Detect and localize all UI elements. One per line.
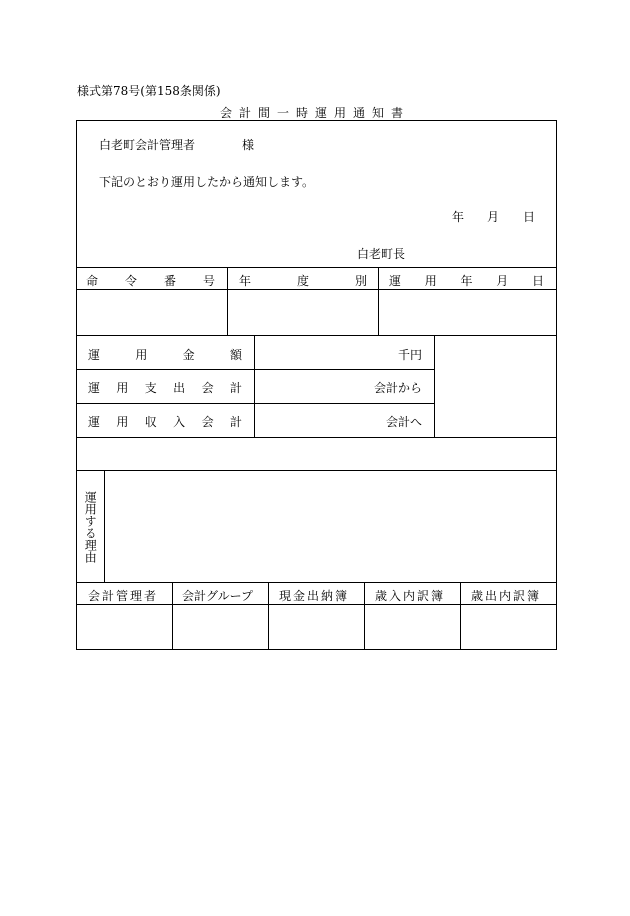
divider-approval-1 [172, 582, 173, 650]
divider-amount-row [76, 369, 434, 370]
approval-accounting-group: 会計グループ [182, 589, 254, 603]
divider-header-top [76, 267, 557, 268]
sender: 白老町長 [357, 247, 406, 261]
divider-header-bottom [76, 289, 557, 290]
divider-approval-4 [460, 582, 461, 650]
date-year: 年 [452, 210, 465, 224]
approval-cash-book: 現金出納簿 [279, 589, 350, 603]
label-expense-account: 運 用 支 出 会 計 [88, 381, 242, 395]
date-month: 月 [487, 210, 500, 224]
label-operation-amount: 運 用 金 額 [88, 348, 242, 362]
income-suffix: 会計へ [385, 415, 422, 429]
approval-revenue-ledger: 歳入内訳簿 [375, 589, 446, 603]
approval-expenditure-ledger: 歳出内訳簿 [471, 589, 542, 603]
addressee: 白老町会計管理者 [99, 138, 196, 152]
divider-col-2 [378, 267, 379, 335]
divider-amount-right [434, 335, 435, 437]
divider-reason-col [104, 470, 105, 582]
divider-col-1 [227, 267, 228, 335]
header-operation-date: 運 用 年 月 日 [389, 274, 544, 288]
divider-approval-header [76, 604, 557, 605]
divider-amount-col [254, 335, 255, 437]
amount-unit: 千円 [397, 348, 422, 362]
divider-order-row-bottom [76, 335, 557, 336]
divider-expense-row [76, 403, 434, 404]
expense-suffix: 会計から [373, 381, 422, 395]
divider-income-row [76, 437, 557, 438]
form-number: 様式第78号(第158条関係) [77, 84, 221, 98]
divider-approval-3 [364, 582, 365, 650]
header-fiscal-year: 年 度 別 [239, 274, 367, 288]
label-income-account: 運 用 収 入 会 計 [88, 415, 242, 429]
date-day: 日 [523, 210, 536, 224]
form-title: 会計間一時運用通知書 [219, 106, 410, 120]
notice-message: 下記のとおり運用したから通知します。 [99, 175, 315, 189]
honorific: 様 [242, 138, 255, 152]
approval-accounting-manager: 会計管理者 [88, 589, 159, 603]
header-order-number: 命 令 番 号 [86, 274, 215, 288]
divider-blank-row [76, 470, 557, 471]
divider-approval-2 [268, 582, 269, 650]
reason-label: 運用する理由 [83, 491, 98, 563]
divider-reason-row [76, 582, 557, 583]
